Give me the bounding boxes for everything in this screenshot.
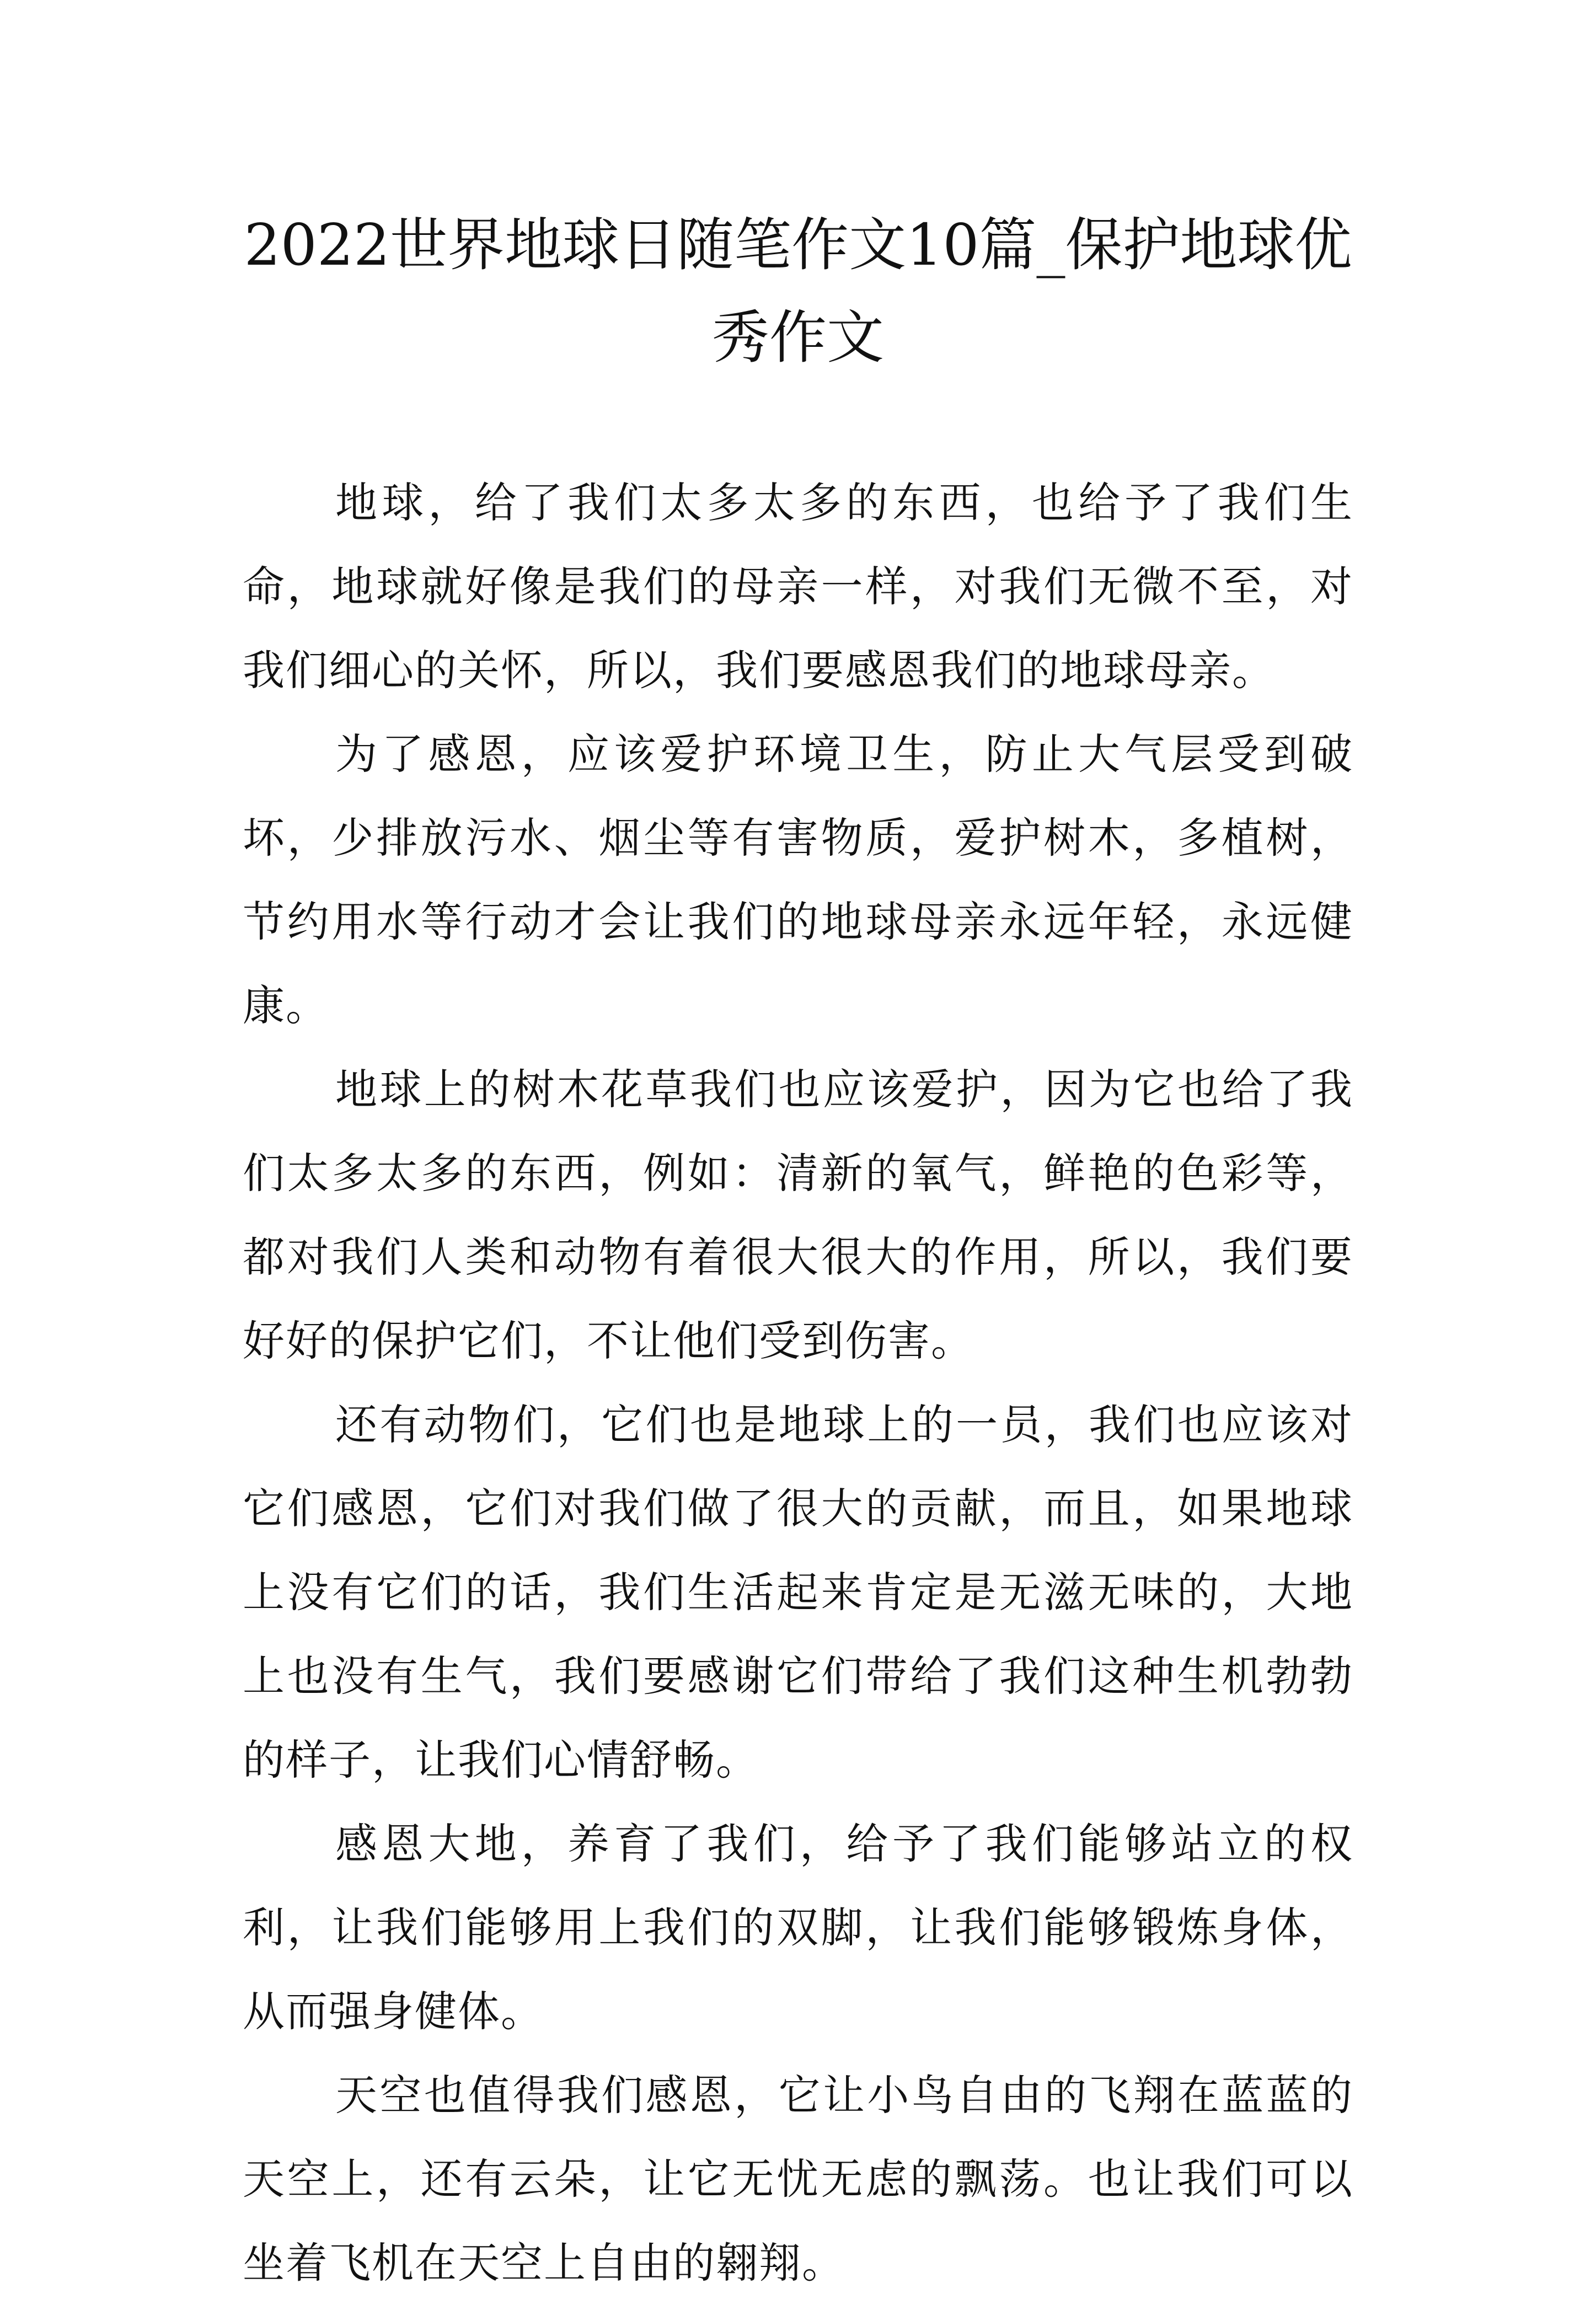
paragraph: 天空也值得我们感恩，它让小鸟自由的飞翔在蓝蓝的天空上，还有云朵，让它无忧无虑的飘荡。也让我们可以坐着飞机在天空上自由的翱翔。 [243, 2071, 1353, 2287]
document-body [243, 461, 1353, 2305]
paragraph: 还有动物们，它们也是地球上的一员，我们也应该对它们感恩，它们对我们做了很大的贡献，而且，如果地球上没有它们的话，我们生活起来肯定是无滋无味的，大地上也没有生气，我们要感谢它们带给了我们这种生机勃勃的样子，让我们心情舒畅。 [243, 1400, 1353, 1784]
paragraph: 感恩大地，养育了我们，给予了我们能够站立的权利，让我们能够用上我们的双脚，让我们能够锻炼身体，从而强身健体。 [243, 1819, 1353, 2036]
paragraph: 为了感恩，应该爱护环境卫生，防止大气层受到破坏，少排放污水、烟尘等有害物质，爱护树木，多植树，节约用水等行动才会让我们的地球母亲永远年轻，永远健康。 [243, 730, 1353, 1030]
paragraph: 地球，给了我们太多太多的东西，也给予了我们生命，地球就好像是我们的母亲一样，对我们无微不至，对我们细心的关怀，所以，我们要感恩我们的地球母亲。 [243, 478, 1353, 695]
document-title: 2022世界地球日随笔作文10篇_保护地球优秀作文 [244, 211, 1352, 371]
paragraph: 地球上的树木花草我们也应该爱护，因为它也给了我们太多太多的东西，例如：清新的氧气，鲜艳的色彩等，都对我们人类和动物有着很大很大的作用，所以，我们要好好的保护它们，不让他们受到伤害。 [243, 1065, 1353, 1365]
